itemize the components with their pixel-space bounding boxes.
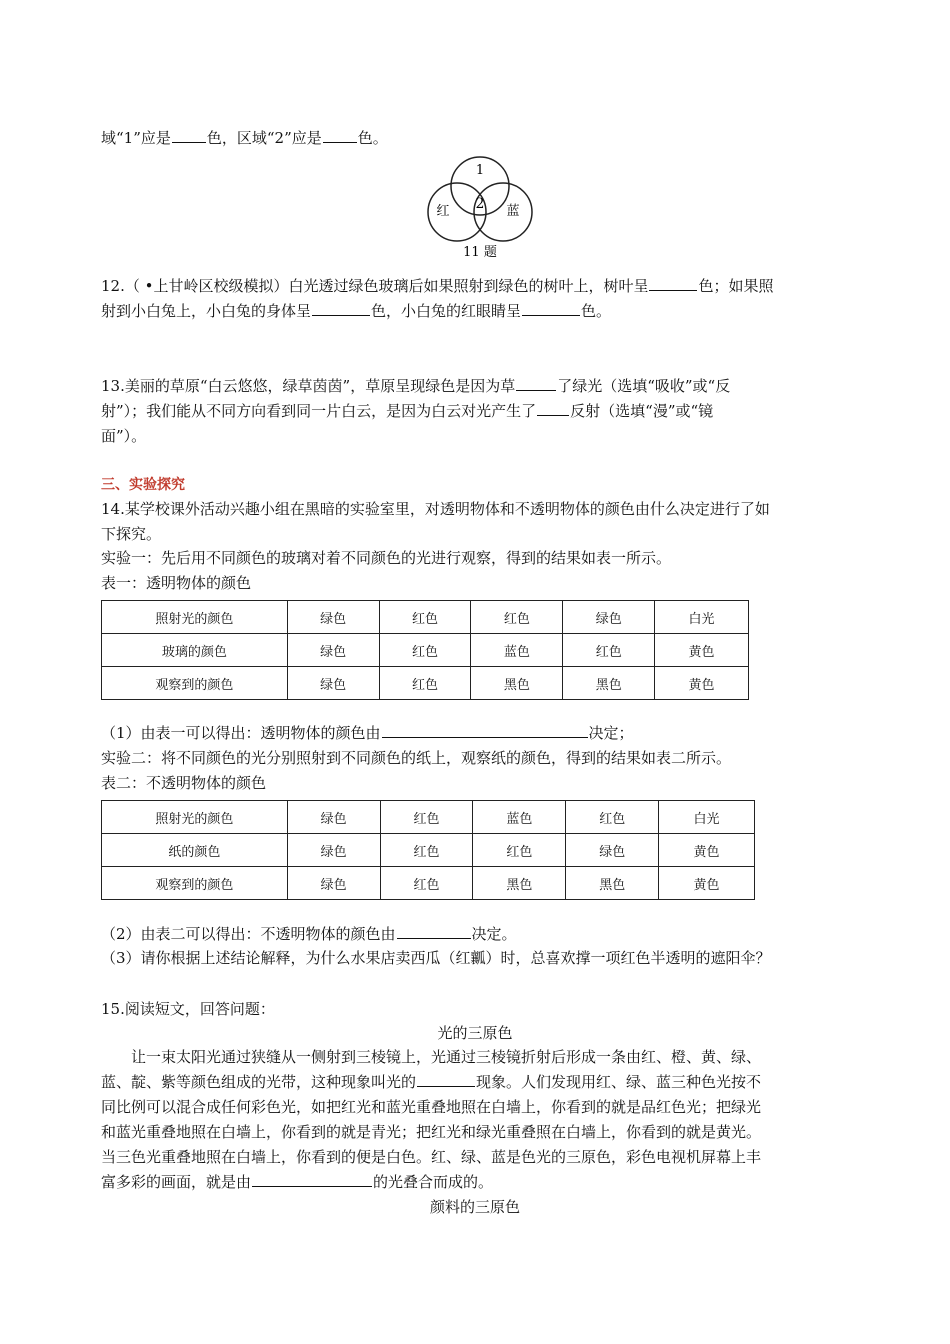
q12-blank-1[interactable] xyxy=(649,274,697,291)
q12-blank-2[interactable] xyxy=(312,299,370,316)
table-cell: 红色 xyxy=(380,867,473,900)
q13-text-c: 射”）；我们能从不同方向看到同一片白云，是因为白云对光产生了 xyxy=(101,402,537,420)
table-cell: 黑色 xyxy=(563,667,655,700)
q14-exp1: 实验一：先后用不同颜色的玻璃对着不同颜色的光进行观察，得到的结果如表一所示。 xyxy=(101,549,672,567)
q12-text-c: 射到小白兔上，小白兔的身体呈 xyxy=(101,302,312,320)
table-cell: 白光 xyxy=(655,601,749,634)
q15-title-light: 光的三原色 xyxy=(437,1024,513,1042)
venn-label-1: 1 xyxy=(475,163,485,178)
table-row xyxy=(102,601,749,634)
q12-text-b: 色；如果照 xyxy=(698,277,774,295)
table-cell: 绿色 xyxy=(563,601,655,634)
table-row xyxy=(102,867,755,900)
table-cell: 绿色 xyxy=(287,834,380,867)
q14-sub3: （3）请你根据上述结论解释，为什么水果店卖西瓜（红瓤）时，总喜欢撑一项红色半透明的遮阳伞？ xyxy=(101,949,771,967)
q15-paragraph-line-5: 当三色光重叠地照在白墙上，你看到的便是白色。红、绿、蓝是色光的三原色，彩色电视机屏幕上丰 xyxy=(101,1148,762,1166)
section-title: 三、实验探究 xyxy=(101,477,185,493)
q14-sub2 xyxy=(101,922,517,946)
q12-line-1 xyxy=(101,274,774,298)
q13-line-1 xyxy=(101,374,730,398)
table-cell: 红色 xyxy=(471,601,563,634)
venn-label-2: 2 xyxy=(475,196,485,212)
q11-answer-line xyxy=(101,126,388,150)
table-cell: 绿色 xyxy=(287,867,380,900)
q12-text-d: 色，小白兔的红眼睛呈 xyxy=(371,302,522,320)
venn-circle-right xyxy=(474,183,532,241)
q12-text-a: 12.（ •上甘岭区校级模拟）白光透过绿色玻璃后如果照射到绿色的树叶上，树叶呈 xyxy=(101,277,649,295)
q13-blank-1[interactable] xyxy=(516,374,556,391)
q15-paragraph-line-4: 和蓝光重叠地照在白墙上，你看到的就是青光；把红光和绿光重叠照在白墙上，你看到的就是黄光。 xyxy=(101,1123,762,1141)
table-cell: 黄色 xyxy=(655,634,749,667)
table-cell: 蓝色 xyxy=(471,634,563,667)
venn-label-red: 红 xyxy=(436,204,450,219)
table1-body xyxy=(102,601,749,700)
q13-text-d: 反射（选填“漫”或“镜 xyxy=(570,402,714,420)
q15-intro: 15.阅读短文，回答问题： xyxy=(101,1000,275,1018)
q11-text-b: 色，区域“2”应是 xyxy=(206,129,322,147)
q14-table2-title: 表二：不透明物体的颜色 xyxy=(101,774,267,792)
table-row xyxy=(102,667,749,700)
q14-line-1: 14.某学校课外活动兴趣小组在黑暗的实验室里，对透明物体和不透明物体的颜色由什么决定进行了如 xyxy=(101,500,770,518)
table-transparent-objects xyxy=(101,600,749,700)
table-cell: 红色 xyxy=(379,601,471,634)
table2-body xyxy=(102,801,755,900)
q15-blank-1[interactable] xyxy=(417,1070,475,1087)
table-cell: 照射光的颜色 xyxy=(102,801,288,834)
q15-paragraph-line-2 xyxy=(101,1070,761,1094)
q11-blank-1[interactable] xyxy=(172,126,206,143)
q14-sub2-blank[interactable] xyxy=(397,922,471,939)
table-cell: 红色 xyxy=(563,634,655,667)
figure-caption: 11 题 xyxy=(463,245,497,260)
q13-text-a: 13.美丽的草原“白云悠悠，绿草茵茵”，草原呈现绿色是因为草 xyxy=(101,377,516,395)
table-cell: 红色 xyxy=(379,634,471,667)
q15-paragraph-line-6 xyxy=(101,1170,493,1194)
q12-blank-3[interactable] xyxy=(522,299,580,316)
q15-text-c: 富多彩的画面，就是由 xyxy=(101,1173,252,1191)
table-cell: 黄色 xyxy=(659,834,755,867)
q12-line-2 xyxy=(101,299,611,323)
table-cell: 绿色 xyxy=(287,601,379,634)
q14-sub1 xyxy=(101,721,634,745)
q14-sub2-text-a: （2）由表二可以得出：不透明物体的颜色由 xyxy=(101,925,396,943)
q15-text-a: 蓝、靛、紫等颜色组成的光带，这种现象叫光的 xyxy=(101,1073,417,1091)
q13-line-2 xyxy=(101,399,713,423)
q11-blank-2[interactable] xyxy=(323,126,357,143)
venn-diagram-figure xyxy=(422,152,538,264)
table-row xyxy=(102,634,749,667)
table-cell: 纸的颜色 xyxy=(102,834,288,867)
table-cell: 玻璃的颜色 xyxy=(102,634,288,667)
table-cell: 蓝色 xyxy=(473,801,566,834)
table-cell: 黄色 xyxy=(655,667,749,700)
table-cell: 绿色 xyxy=(287,634,379,667)
table-cell: 绿色 xyxy=(287,667,379,700)
q12-text-e: 色。 xyxy=(581,302,612,320)
table-cell: 红色 xyxy=(379,667,471,700)
q15-title-pigment: 颜料的三原色 xyxy=(429,1198,520,1216)
q14-sub1-text-b: 决定； xyxy=(588,724,634,742)
table-cell: 红色 xyxy=(380,834,473,867)
q14-sub1-blank[interactable] xyxy=(382,721,588,738)
table-cell: 绿色 xyxy=(566,834,659,867)
table-cell: 绿色 xyxy=(287,801,380,834)
table-row xyxy=(102,834,755,867)
q14-sub1-text-a: （1）由表一可以得出：透明物体的颜色由 xyxy=(101,724,381,742)
table-cell: 黑色 xyxy=(473,867,566,900)
table-cell: 红色 xyxy=(380,801,473,834)
table-cell: 观察到的颜色 xyxy=(102,667,288,700)
q13-line-3: 面”）。 xyxy=(101,427,147,445)
table-cell: 白光 xyxy=(659,801,755,834)
q14-table1-title: 表一：透明物体的颜色 xyxy=(101,574,252,592)
q14-line-2: 下探究。 xyxy=(101,525,162,543)
table-cell: 黑色 xyxy=(566,867,659,900)
table-cell: 红色 xyxy=(566,801,659,834)
q13-text-b: 了绿光（选填“吸收”或“反 xyxy=(557,377,731,395)
table-cell: 黑色 xyxy=(471,667,563,700)
q11-text-c: 色。 xyxy=(357,129,388,147)
table-cell: 黄色 xyxy=(659,867,755,900)
q15-text-b: 现象。人们发现用红、绿、蓝三种色光按不 xyxy=(476,1073,762,1091)
q11-text-a: 域“1”应是 xyxy=(101,129,171,147)
table-row xyxy=(102,801,755,834)
q15-paragraph-line-3: 同比例可以混合成任何彩色光，如把红光和蓝光重叠地照在白墙上，你看到的就是品红色光；把绿光 xyxy=(101,1098,762,1116)
table-opaque-objects xyxy=(101,800,755,900)
q14-exp2: 实验二：将不同颜色的光分别照射到不同颜色的纸上，观察纸的颜色，得到的结果如表二所示。 xyxy=(101,749,732,767)
q15-text-d: 的光叠合而成的。 xyxy=(373,1173,494,1191)
table-cell: 观察到的颜色 xyxy=(102,867,288,900)
q14-sub2-text-b: 决定。 xyxy=(471,925,517,943)
q15-blank-2[interactable] xyxy=(252,1170,372,1187)
table-cell: 照射光的颜色 xyxy=(102,601,288,634)
table-cell: 红色 xyxy=(473,834,566,867)
venn-label-blue: 蓝 xyxy=(506,204,520,219)
q15-paragraph-line-1: 让一束太阳光通过狭缝从一侧射到三棱镜上，光通过三棱镜折射后形成一条由红、橙、黄、绿、 xyxy=(131,1048,762,1066)
q13-blank-2[interactable] xyxy=(537,399,569,416)
